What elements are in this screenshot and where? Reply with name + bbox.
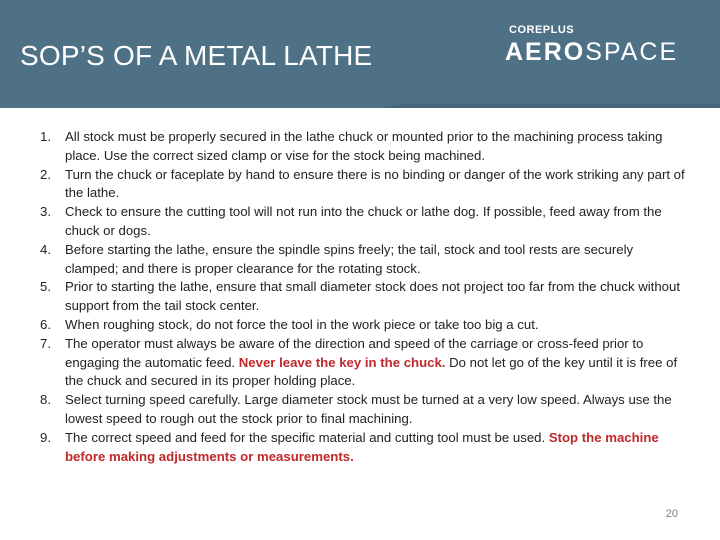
item-text: Turn the chuck or faceplate by hand to ensure there is no binding or danger of the work striking any part of the lathe. [65,166,685,201]
item-number: 1. [40,129,51,144]
logo-main-line [505,38,678,67]
item-text: Select turning speed carefully. Large diameter stock must be turned at a very low speed. Always use the lowest speed to rough out the stock prior to final machining. [65,392,672,426]
list-item [40,203,690,241]
item-text: The correct speed and feed for the specific material and cutting tool must be used. [65,429,549,445]
logo-plus: PLUS [542,24,575,36]
item-text: Check to ensure the cutting tool will not run into the chuck or lathe dog. If possible, feed away from the chuck or dogs. [65,204,662,238]
company-logo [505,24,705,74]
item-text: When roughing stock, do not force the tool in the work piece or take too big a cut. [65,316,539,332]
list-item [40,391,690,429]
list-item [40,128,690,166]
slide-title: SOP’S OF A METAL LATHE [20,40,373,71]
item-number: 7. [40,335,51,351]
logo-aero: AERO [505,38,586,66]
item-number: 5. [40,279,51,295]
logo-core: CORE [509,24,543,36]
list-item [40,335,690,391]
item-text-after: Do not let go of the key until it is free of the chuck and secured in its proper holding place. [65,354,678,389]
list-item [40,316,690,335]
list-item [40,166,690,204]
sop-list [40,128,690,466]
item-warning-text: Never leave the key in the chuck. [238,354,446,370]
item-text: Prior to starting the lathe, ensure that small diameter stock does not project too far from the chuck without support from the tail stock center. [65,279,680,314]
item-text: All stock must be properly secured in the lathe chuck or mounted prior to the machining process taking place. Use the correct sized clamp or vise for the stock being machined. [65,129,663,163]
item-number: 3. [40,204,51,220]
list-item [40,429,690,467]
item-number: 4. [40,241,51,257]
item-text: The operator must always be aware of the direction and speed of the carriage or cross-feed prior to engaging the automatic feed. [65,335,644,370]
list-item [40,278,690,316]
page-number: 20 [665,508,678,520]
logo-space: SPACE [585,38,679,66]
logo-top-line [509,24,574,36]
list-item [40,241,690,279]
item-text: Before starting the lathe, ensure the spindle spins freely; the tail, stock and tool rests are securely clamped; and there is proper clearance for the rotating stock. [65,241,634,276]
item-warning-text: Stop the machine before making adjustments or measurements. [65,429,659,464]
item-number: 2. [40,166,51,182]
item-number: 6. [40,316,51,332]
item-number: 8. [40,392,51,408]
item-number: 9. [40,429,51,445]
